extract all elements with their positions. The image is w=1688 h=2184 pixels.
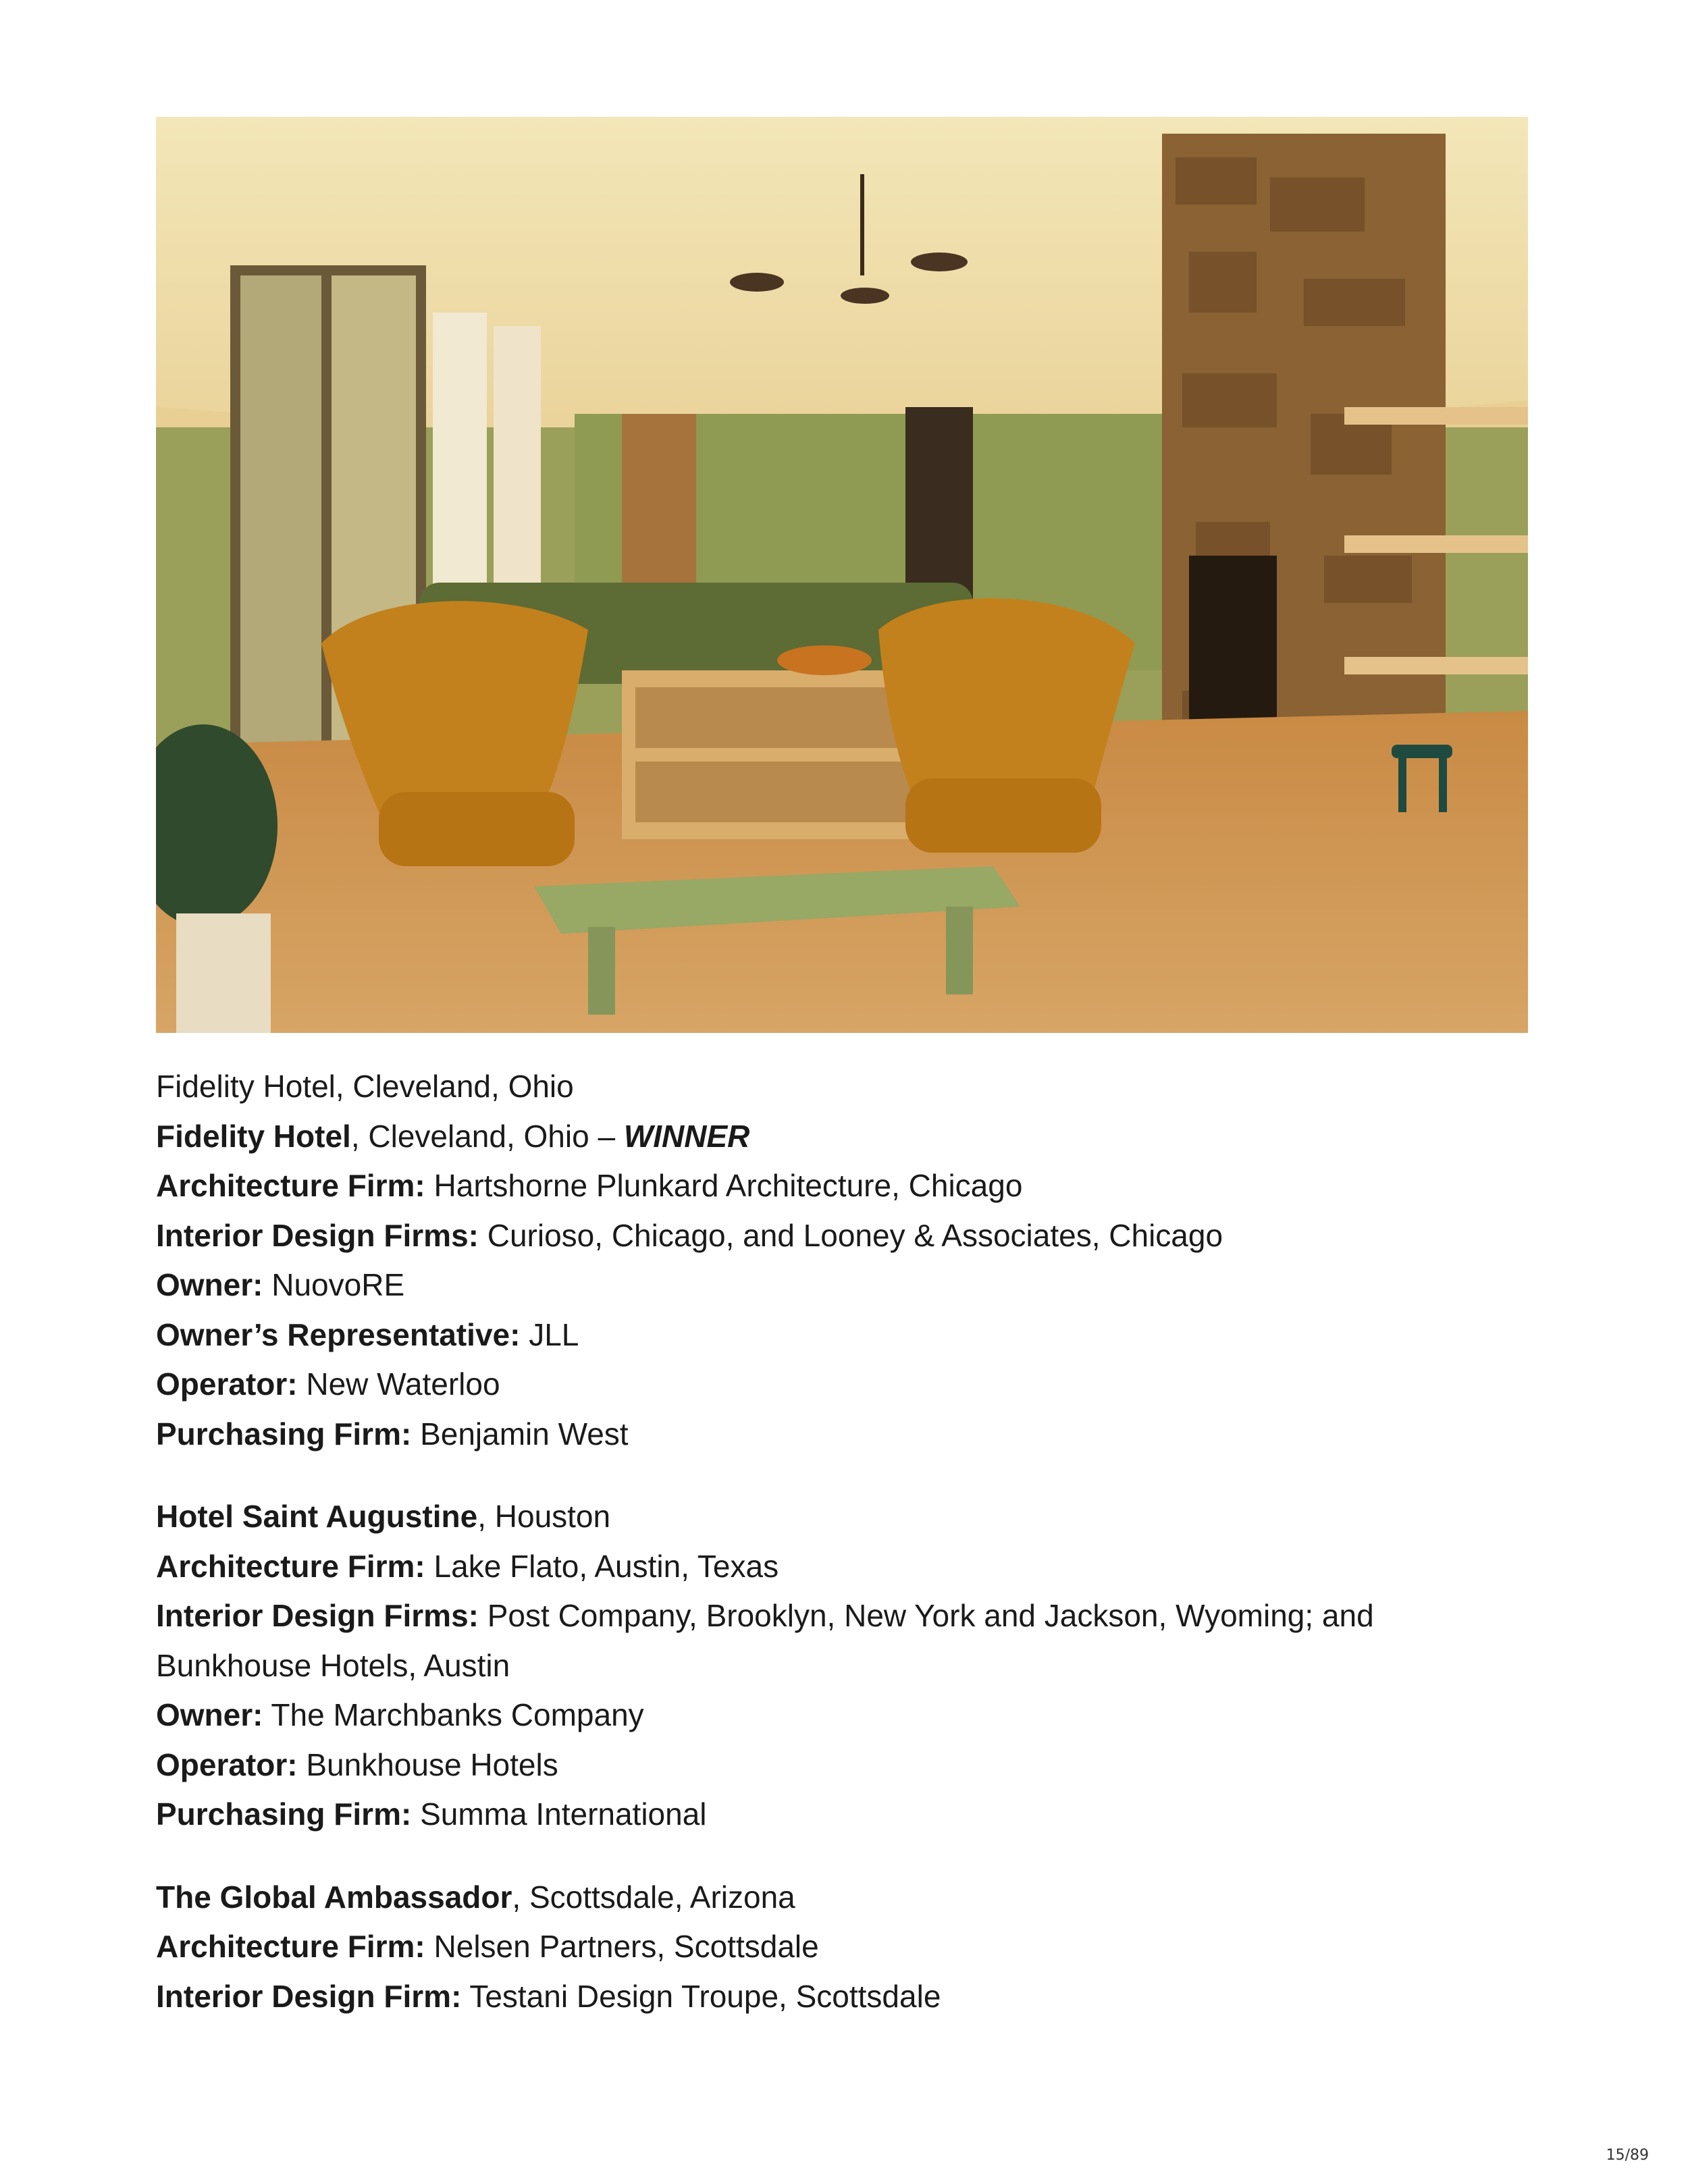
detail-value: Bunkhouse Hotels <box>297 1747 558 1782</box>
photo-caption: Fidelity Hotel, Cleveland, Ohio <box>156 1069 574 1104</box>
detail-row <box>156 1740 1533 1790</box>
hotel-name: Fidelity Hotel <box>156 1118 351 1154</box>
detail-row <box>156 1161 1533 1211</box>
detail-value: Curioso, Chicago, and Looney & Associates, Chicago <box>478 1217 1223 1253</box>
detail-row <box>156 1922 1533 1972</box>
detail-label: Operator: <box>156 1366 298 1402</box>
hotel-name: The Global Ambassador <box>156 1879 512 1915</box>
detail-row <box>156 1591 1533 1690</box>
detail-row <box>156 1310 1533 1360</box>
winner-badge: WINNER <box>623 1118 750 1154</box>
detail-row <box>156 1972 1533 2022</box>
detail-value: Testani Design Troupe, Scottsdale <box>461 1978 941 2014</box>
detail-label: Purchasing Firm: <box>156 1796 412 1832</box>
detail-row <box>156 1542 1533 1592</box>
hotel-location: , Scottsdale, Arizona <box>512 1879 795 1915</box>
hotel-name: Hotel Saint Augustine <box>156 1499 478 1534</box>
page-number: 15/89 <box>1606 2147 1649 2164</box>
detail-label: Interior Design Firm: <box>156 1978 462 2014</box>
detail-value: NuovoRE <box>263 1267 405 1302</box>
entry-2-heading <box>156 1873 1533 1923</box>
detail-value: Post Company, Brooklyn, New York and Jackson, Wyoming; and Bunkhouse Hotels, Austin <box>156 1598 1374 1683</box>
entry-1-heading <box>156 1492 1533 1542</box>
detail-label: Interior Design Firms: <box>156 1217 479 1253</box>
hotel-location: , Cleveland, Ohio – <box>350 1118 624 1154</box>
detail-row <box>156 1690 1533 1740</box>
detail-row <box>156 1790 1533 1840</box>
detail-label: Owner: <box>156 1267 263 1302</box>
detail-label: Operator: <box>156 1747 298 1782</box>
detail-value: JLL <box>520 1316 579 1352</box>
detail-value: The Marchbanks Company <box>263 1697 644 1732</box>
detail-label: Architecture Firm: <box>156 1168 425 1203</box>
entry-0-heading <box>156 1112 1533 1162</box>
detail-row <box>156 1360 1533 1410</box>
detail-value: Hartshorne Plunkard Architecture, Chicago <box>425 1168 1023 1203</box>
detail-label: Owner: <box>156 1697 263 1732</box>
detail-row <box>156 1260 1533 1310</box>
detail-row <box>156 1410 1533 1460</box>
hotel-lounge-photo <box>156 117 1528 1033</box>
detail-value: Nelsen Partners, Scottsdale <box>425 1929 819 1964</box>
article-text <box>156 1062 1533 2021</box>
hotel-location: , Houston <box>477 1499 611 1534</box>
detail-label: Architecture Firm: <box>156 1548 425 1584</box>
lounge-illustration <box>156 117 1528 1033</box>
detail-value: Lake Flato, Austin, Texas <box>425 1548 779 1584</box>
detail-label: Purchasing Firm: <box>156 1416 412 1451</box>
detail-label: Interior Design Firms: <box>156 1598 479 1633</box>
detail-label: Architecture Firm: <box>156 1929 425 1964</box>
detail-row <box>156 1211 1533 1261</box>
detail-value: New Waterloo <box>297 1366 500 1402</box>
detail-label: Owner’s Representative: <box>156 1316 521 1352</box>
detail-value: Benjamin West <box>411 1416 629 1451</box>
detail-value: Summa International <box>411 1796 707 1832</box>
